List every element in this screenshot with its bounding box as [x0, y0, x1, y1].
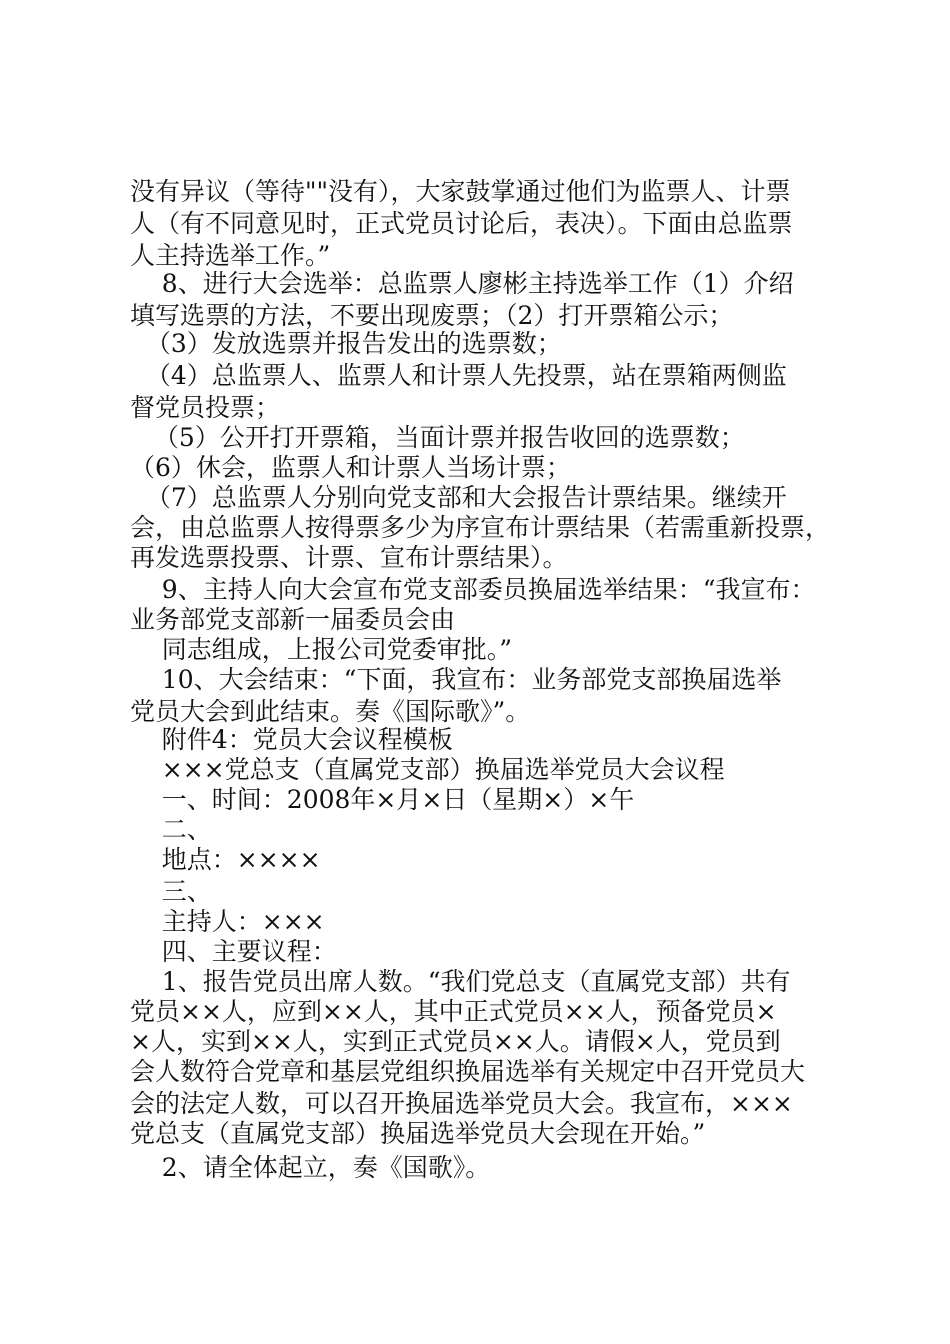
text-line: （4）总监票人、监票人和计票人先投票，站在票箱两侧监: [130, 361, 787, 390]
text-line: 附件4：党员大会议程模板: [130, 725, 453, 754]
text-line: 人主持选举工作。”: [130, 241, 331, 270]
text-line: 1、报告党员出席人数。“我们党总支（直属党支部）共有: [130, 967, 791, 996]
text-line: 督党员投票；: [130, 393, 281, 422]
text-line: 党员××人，应到××人，其中正式党员××人，预备党员×: [130, 997, 777, 1026]
text-line: 再发选票投票、计票、宣布计票结果）。: [130, 543, 568, 572]
text-line: 同志组成，上报公司党委审批。”: [130, 635, 513, 664]
text-line: 一、时间：2008年×月×日（星期×）×午: [130, 785, 635, 814]
text-line: ×人，实到××人，实到正式党员××人。请假×人，党员到: [130, 1027, 781, 1056]
text-line: 三、: [130, 877, 212, 906]
text-line: 四、主要议程：: [130, 937, 337, 966]
text-line: 会人数符合党章和基层党组织换届选举有关规定中召开党员大: [130, 1057, 806, 1086]
text-line: 人（有不同意见时，正式党员讨论后，表决）。下面由总监票: [130, 209, 793, 238]
text-line: 党员大会到此结束。奏《国际歌》”。: [130, 697, 531, 726]
text-line: 2、请全体起立，奏《国歌》。: [130, 1153, 491, 1182]
text-line: ×××党总支（直属党支部）换届选举党员大会议程: [130, 755, 725, 784]
text-line: 业务部党支部新一届委员会由: [130, 605, 456, 634]
text-line: 地点：××××: [130, 845, 321, 874]
text-line: 没有异议（等待""没有），大家鼓掌通过他们为监票人、计票: [130, 177, 791, 206]
text-line: 二、: [130, 815, 212, 844]
text-line: 会，由总监票人按得票多少为序宣布计票结果（若需重新投票，: [130, 513, 831, 542]
text-line: 10、大会结束：“下面，我宣布：业务部党支部换届选举: [130, 665, 782, 694]
text-line: （3）发放选票并报告发出的选票数；: [130, 329, 562, 358]
text-line: 9、主持人向大会宣布党支部委员换届选举结果：“我宣布：: [130, 575, 816, 604]
text-line: （6）休会，监票人和计票人当场计票；: [130, 453, 571, 482]
text-line: （7）总监票人分别向党支部和大会报告计票结果。继续开: [130, 483, 787, 512]
text-line: 8、进行大会选举：总监票人廖彬主持选举工作（1）介绍: [130, 269, 794, 298]
text-line: 会的法定人数，可以召开换届选举党员大会。我宣布，×××: [130, 1089, 793, 1118]
text-line: （5）公开打开票箱，当面计票并报告收回的选票数；: [130, 423, 745, 452]
text-line: 填写选票的方法，不要出现废票；（2）打开票箱公示；: [130, 301, 734, 330]
text-line: 党总支（直属党支部）换届选举党员大会现在开始。”: [130, 1119, 706, 1148]
text-line: 主持人：×××: [130, 907, 325, 936]
